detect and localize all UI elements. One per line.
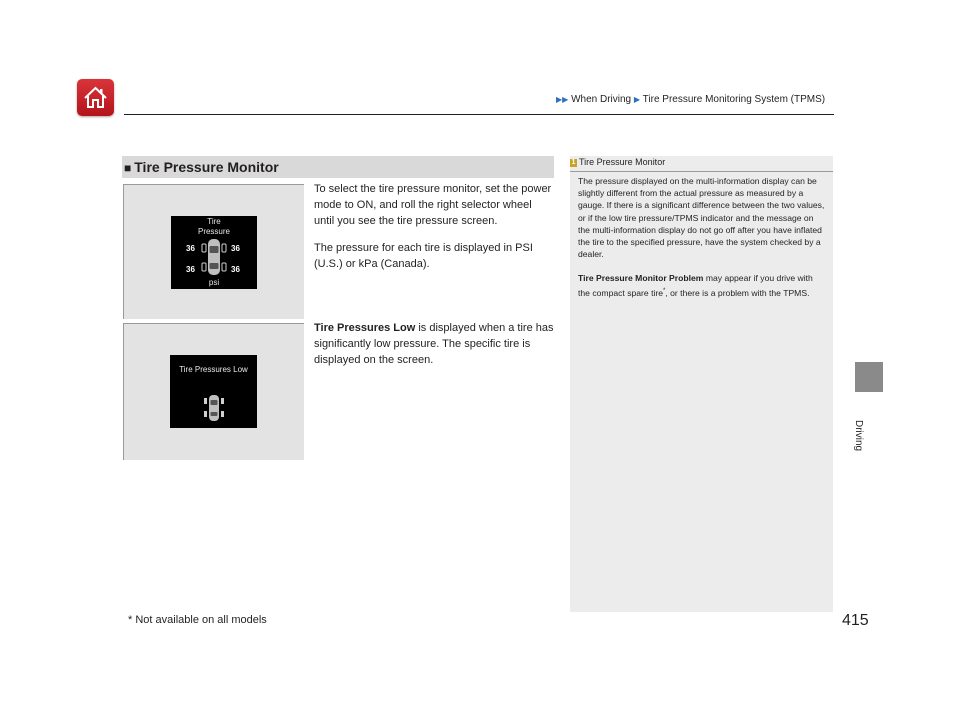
tire-pressure-screen-illustration (123, 184, 304, 319)
instruction-paragraph: To select the tire pressure monitor, set the power mode to ON, and roll the right selector wheel until you see the tire pressure screen. (314, 183, 552, 227)
tire-pressure-display (171, 216, 257, 289)
screen-title: Tire Pressure (197, 217, 230, 236)
sidebar-heading: 1 Tire Pressure Monitor (571, 157, 666, 167)
footnote: * Not available on all models (128, 614, 267, 626)
pressure-unit: psi (208, 278, 220, 287)
low-pressure-paragraph: Tire Pressures Low is displayed when a tire has significantly low pressure. The specific tire is displayed on the screen. (314, 322, 554, 366)
rear-left-pressure: 36 (186, 265, 195, 274)
pressure-units-paragraph: The pressure for each tire is displayed in PSI (U.S.) or kPa (Canada). (314, 242, 533, 270)
term-tire-pressures-low: Tire Pressures Low (314, 322, 416, 334)
section-header (122, 156, 554, 178)
home-icon (83, 85, 108, 110)
rear-right-pressure: 36 (231, 265, 240, 274)
section-title: Tire Pressure Monitor (134, 159, 279, 175)
section-marker: ■ (124, 161, 132, 175)
footnote-marker[interactable]: * (663, 287, 666, 294)
chapter-tab[interactable] (855, 362, 883, 392)
page-number: 415 (842, 612, 869, 629)
home-button[interactable] (77, 79, 114, 116)
screen-title: Tire Pressures Low (179, 365, 248, 374)
sidebar-divider (570, 171, 833, 172)
tire-pressures-low-illustration (123, 323, 304, 460)
car-top-view-icon (199, 237, 229, 277)
chevron-right-icon: ▶▶ (556, 95, 569, 104)
breadcrumb-item-tpms[interactable]: Tire Pressure Monitoring System (TPMS) (642, 94, 826, 105)
car-top-view-icon (201, 393, 227, 423)
header-divider (124, 114, 834, 115)
front-left-pressure: 36 (186, 244, 195, 253)
term-tpms-problem: Tire Pressure Monitor Problem (578, 273, 704, 284)
reference-badge: 1 (571, 159, 576, 166)
chevron-right-icon: ▶ (633, 95, 641, 104)
front-right-pressure: 36 (231, 244, 240, 253)
tire-pressures-low-display (170, 355, 257, 428)
sidebar-note (570, 156, 833, 612)
sidebar-text: The pressure displayed on the multi-information display can be slightly different from the actual pressure as measured by a gauge. If there is a significant difference between the two values, or if the low tire pressure/TPMS indicator and the message on the multi-information display do not go off after you have inflated the tire to the specified pressure, have the system checked by a dealer. Tire Pressure Monitor Problem may appear if you drive with the compact spare tire*, or there is a problem with the TPMS. (578, 176, 825, 298)
breadcrumb (556, 94, 825, 105)
breadcrumb-item-when-driving[interactable]: When Driving (571, 94, 632, 105)
chapter-label: Driving (853, 420, 864, 452)
